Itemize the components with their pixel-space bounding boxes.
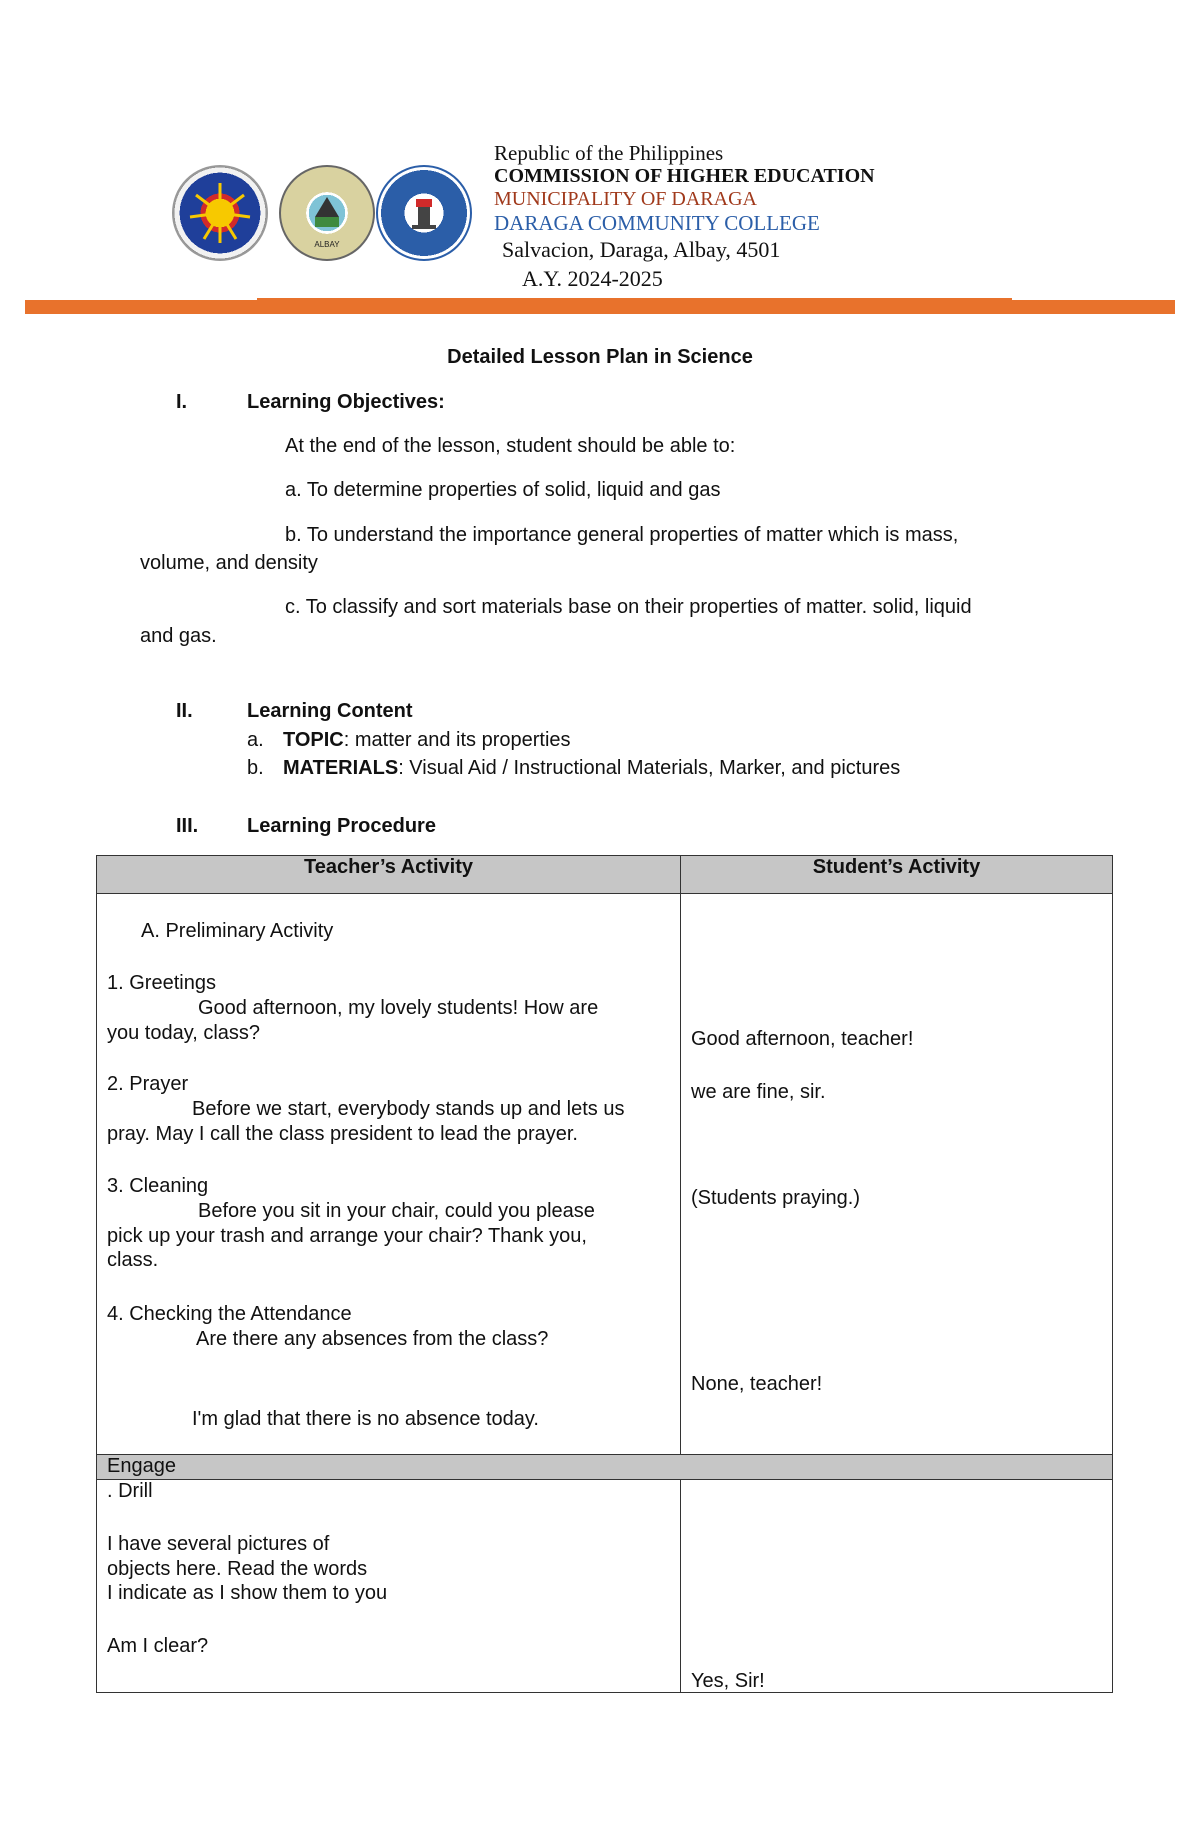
section-1-number: I. (176, 391, 188, 413)
logo2-sub: ALBAY (314, 240, 340, 249)
objective-c-line1: c. To classify and sort materials base on their properties of matter. solid, liquid (285, 596, 972, 618)
greetings-heading: 1. Greetings (107, 972, 216, 994)
drill-heading: . Drill (107, 1480, 153, 1502)
greetings-line2: you today, class? (107, 1022, 261, 1044)
address-text: Salvacion, Daraga, Albay, 4501 (502, 237, 781, 262)
content-b-letter: b. (247, 757, 264, 779)
student-attendance-reply: None, teacher! (691, 1373, 823, 1395)
student-preliminary-cell (681, 894, 1113, 1455)
philippine-seal-logo (172, 165, 268, 261)
objective-b-line2: volume, and density (140, 552, 318, 574)
content-materials-value: : Visual Aid / Instructional Materials, Marker, and pictures (398, 757, 901, 779)
student-yes-reply: Yes, Sir! (691, 1670, 765, 1692)
section-1-title: Learning Objectives: (247, 391, 445, 413)
republic-text: Republic of the Philippines (494, 141, 724, 165)
section-3-title: Learning Procedure (247, 815, 436, 837)
college-text: DARAGA COMMUNITY COLLEGE (494, 211, 820, 235)
objective-b-line1: b. To understand the importance general properties of matter which is mass, (285, 524, 959, 546)
student-greeting-reply: Good afternoon, teacher! (691, 1028, 914, 1050)
drill-line2: objects here. Read the words (107, 1558, 368, 1580)
cleaning-line3: class. (107, 1249, 159, 1271)
teacher-activity-header: Teacher’s Activity (97, 856, 681, 894)
section-2-title: Learning Content (247, 700, 413, 722)
prayer-heading: 2. Prayer (107, 1073, 189, 1095)
header-divider (25, 300, 1175, 314)
engage-row: Engage (97, 1455, 1113, 1480)
objective-a: a. To determine properties of solid, liquid and gas (285, 479, 721, 501)
commission-text: COMMISSION OF HIGHER EDUCATION (494, 165, 875, 187)
content-topic (283, 729, 571, 752)
page-title: Detailed Lesson Plan in Science (447, 346, 753, 368)
student-fine-reply: we are fine, sir. (691, 1081, 826, 1103)
student-engage-cell (681, 1480, 1113, 1693)
content-topic-value: : matter and its properties (343, 729, 571, 751)
drill-line3: I indicate as I show them to you (107, 1582, 388, 1604)
prayer-line2: pray. May I call the class president to lead the prayer. (107, 1123, 578, 1145)
student-praying: (Students praying.) (691, 1187, 860, 1209)
municipality-text: MUNICIPALITY OF DARAGA (494, 188, 757, 210)
attendance-line1: Are there any absences from the class? (196, 1328, 549, 1350)
attendance-line2: I'm glad that there is no absence today. (192, 1408, 539, 1430)
student-activity-header: Student’s Activity (681, 856, 1113, 894)
prayer-line1: Before we start, everybody stands up and lets us (192, 1098, 625, 1120)
drill-line1: I have several pictures of (107, 1533, 330, 1555)
municipality-daraga-seal-logo (279, 165, 375, 261)
section-3-number: III. (176, 815, 199, 837)
attendance-heading: 4. Checking the Attendance (107, 1303, 352, 1325)
academic-year-text: A.Y. 2024-2025 (522, 266, 663, 291)
cleaning-line1: Before you sit in your chair, could you please (198, 1200, 595, 1222)
greetings-line1: Good afternoon, my lovely students! How are (198, 997, 599, 1019)
section-2-number: II. (176, 700, 193, 722)
procedure-table (96, 855, 1113, 1693)
cleaning-line2: pick up your trash and arrange your chair? Thank you, (107, 1225, 587, 1247)
content-a-letter: a. (247, 729, 264, 751)
teacher-preliminary-cell (97, 894, 681, 1455)
content-materials (283, 757, 900, 780)
objective-c-line2: and gas. (140, 625, 217, 647)
objectives-intro: At the end of the lesson, student should be able to: (285, 435, 736, 457)
am-i-clear: Am I clear? (107, 1635, 209, 1657)
content-materials-key: MATERIALS (283, 757, 399, 779)
content-topic-key: TOPIC (283, 729, 344, 751)
preliminary-heading: A. Preliminary Activity (141, 920, 334, 942)
daraga-community-college-seal-logo (376, 165, 472, 261)
teacher-engage-cell (97, 1480, 681, 1693)
cleaning-heading: 3. Cleaning (107, 1175, 209, 1197)
